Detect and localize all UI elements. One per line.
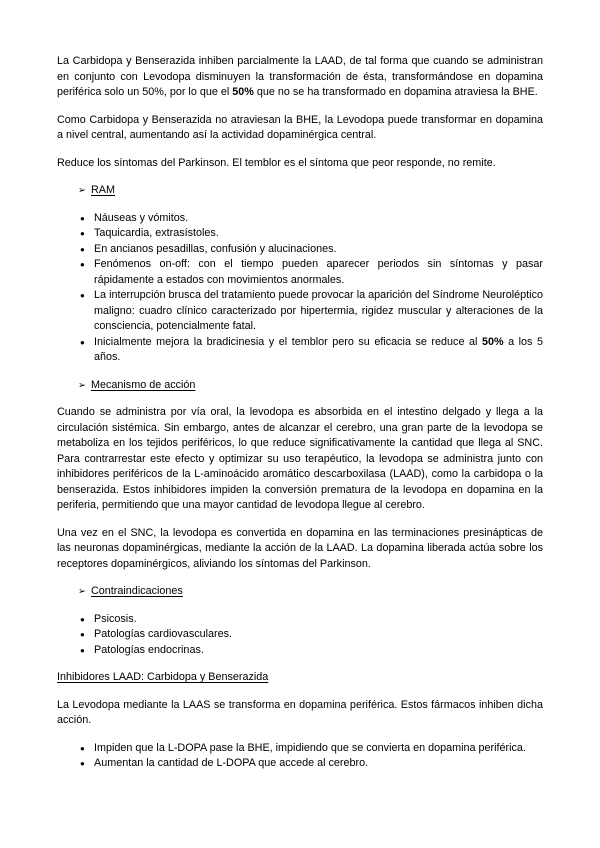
list-item	[80, 242, 543, 258]
paragraph	[57, 405, 546, 514]
bullet-icon: ●	[80, 291, 85, 300]
bullet-icon: ●	[80, 244, 85, 254]
text-run: La Levodopa mediante la LAAS se transforma en dopamina periférica. Estos fármacos inhiben dicha acción.	[57, 698, 546, 726]
bullet-list	[57, 211, 547, 366]
list-item-text	[94, 612, 543, 628]
list-item-text	[94, 257, 546, 288]
list-item-text	[94, 211, 543, 227]
text-run: En ancianos pesadillas, confusión y alucinaciones.	[94, 242, 337, 255]
arrow-bullet-icon: ➢	[78, 586, 86, 597]
bullet-icon: ●	[80, 614, 85, 624]
paragraph	[57, 698, 546, 729]
arrow-bullet-icon: ➢	[78, 379, 86, 391]
section-heading: Mecanismo de acción	[91, 378, 196, 391]
list-item-text	[94, 756, 543, 772]
list-item	[80, 756, 543, 772]
text-run: Reduce los síntomas del Parkinson. El temblor es el síntoma que peor responde, no remite.	[57, 156, 496, 169]
list-item-text	[94, 288, 546, 335]
document-body	[57, 54, 547, 772]
section-heading: RAM	[91, 184, 115, 196]
section-heading: Contraindicaciones	[91, 585, 183, 597]
list-item	[80, 226, 543, 242]
bullet-icon: ●	[80, 645, 85, 655]
text-run: Inicialmente mejora la bradicinesia y el temblor pero su eficacia se reduce al	[94, 335, 482, 348]
section-heading-row	[78, 183, 543, 199]
bullet-icon: ●	[80, 213, 85, 223]
list-item-text	[94, 226, 543, 242]
bold-text-run: 50%	[232, 86, 254, 98]
text-run: Aumentan la cantidad de L-DOPA que accede al cerebro.	[94, 757, 369, 769]
list-item	[80, 643, 543, 659]
list-item	[80, 335, 547, 366]
list-item	[80, 612, 543, 628]
bullet-icon: ●	[80, 759, 85, 768]
bullet-icon: ●	[80, 260, 85, 269]
paragraph	[57, 54, 546, 101]
bullet-list	[57, 741, 543, 772]
list-item-text	[94, 242, 543, 258]
paragraph	[57, 526, 546, 573]
list-item	[80, 211, 543, 227]
list-item	[80, 288, 546, 335]
section-heading-row	[78, 378, 543, 394]
text-run: Impiden que la L-DOPA pase la BHE, impidiendo que se convierta en dopamina periférica.	[94, 741, 526, 754]
list-item	[80, 627, 543, 643]
list-item	[80, 741, 543, 757]
list-item-text	[94, 627, 543, 643]
text-run: a los 5 años.	[94, 335, 547, 363]
section-heading-row	[78, 584, 543, 600]
list-item-text	[94, 643, 543, 659]
bullet-icon: ●	[80, 337, 85, 347]
list-item	[80, 257, 546, 288]
text-run: Psicosis.	[94, 612, 137, 625]
bullet-icon: ●	[80, 630, 85, 639]
text-run: Taquicardia, extrasístoles.	[94, 227, 219, 239]
list-item-text	[94, 741, 543, 757]
text-run: Patologías cardiovasculares.	[94, 628, 233, 640]
paragraph	[57, 156, 543, 172]
text-run: que no se ha transformado en dopamina atraviesa la BHE.	[253, 86, 538, 98]
text-run: Como Carbidopa y Benserazida no atraviesan la BHE, la Levodopa puede transformar en dopamina a nivel central, aumentando así la actividad dopaminérgica central.	[57, 113, 546, 141]
text-run: Náuseas y vómitos.	[94, 211, 189, 224]
bullet-icon: ●	[80, 743, 85, 753]
bullet-list	[57, 612, 543, 659]
arrow-bullet-icon: ➢	[78, 185, 86, 196]
text-run: Patologías endocrinas.	[94, 643, 204, 656]
text-run: Cuando se administra por vía oral, la levodopa es absorbida en el intestino delgado y llega a la circulación sistémica. Sin embargo, antes de alcanzar el cerebro, una gran parte de la levodopa se metaboliza en los tejidos periféricos, lo que reduce significativamente la cantidad que llega al SNC. Para contrarrestar este efecto y optimizar su uso terapéutico, la levodopa se administra junto con inhibidores periféricos de la L-aminoácido aromático descarboxilasa (LAAD), como la carbidopa o la benserazida. Estos inhibidores impiden la conversión prematura de la levodopa en dopamina en la periferia, permitiendo que una mayor cantidad de levodopa llegue al cerebro.	[57, 406, 546, 511]
paragraph	[57, 113, 546, 144]
text-run: La interrupción brusca del tratamiento puede provocar la aparición del Síndrome Neuroléptico maligno: cuadro clínico caracterizado por hipertermia, rigidez muscular y alteraciones de la consciencia, potencialmente fatal.	[94, 289, 546, 332]
text-run: La Carbidopa y Benserazida inhiben parcialmente la LAAD, de tal forma que cuando se administran en conjunto con Levodopa disminuyen la transformación de ésta, transformándose en dopamina periférica solo un 50%, por lo que el	[57, 55, 546, 98]
subsection-heading: Inhibidores LAAD: Carbidopa y Benserazida	[57, 671, 269, 683]
list-item-text	[94, 335, 547, 366]
bullet-icon: ●	[80, 229, 85, 238]
text-run: Fenómenos on-off: con el tiempo pueden aparecer periodos sin síntomas y pasar rápidamente a estados con movimientos anormales.	[94, 258, 546, 286]
subsection-heading-row	[57, 670, 543, 686]
bold-text-run: 50%	[481, 335, 504, 348]
text-run: Una vez en el SNC, la levodopa es convertida en dopamina en las terminaciones presinápticas de las neuronas dopaminérgicas, mediante la acción de la LAAD. La dopamina liberada actúa sobre los receptores dopaminérgicos, aliviando los síntomas del Parkinson.	[57, 526, 546, 570]
